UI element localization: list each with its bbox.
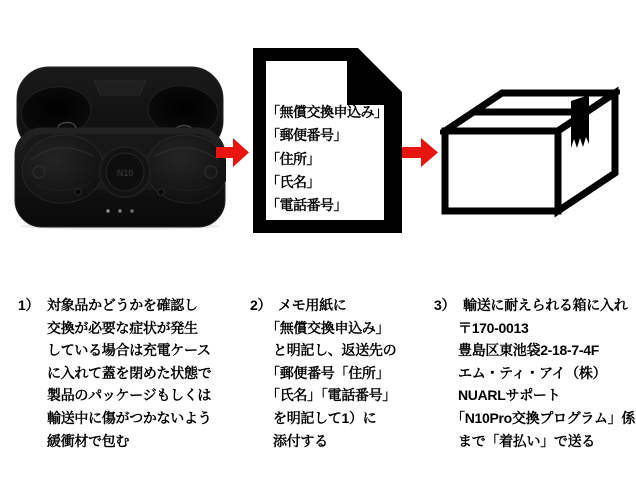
step-line: 製品のパッケージもしくは <box>47 387 212 404</box>
step-2 <box>250 294 435 452</box>
step-line: 豊島区東池袋2-18-7-4F <box>458 342 599 359</box>
case-screw-right <box>158 189 164 195</box>
memo-text-list <box>266 101 391 217</box>
arrow-right-icon <box>216 138 249 167</box>
step-1-number: 1） <box>18 297 40 313</box>
step-2-text <box>266 294 435 452</box>
step-1 <box>18 294 223 452</box>
step-line: 「無償交換申込み」 <box>266 319 390 336</box>
memo-line: 「電話番号」 <box>266 197 347 214</box>
case-logo-disc <box>100 147 150 197</box>
package-box-icon <box>440 80 620 220</box>
step-line: している場合は充電ケース <box>47 342 211 359</box>
step-3-text <box>451 294 636 452</box>
step-line: と明記し、返送先の <box>273 342 397 359</box>
led-dot-3 <box>130 209 133 212</box>
step-line: に入れて蓋を閉めた状態で <box>47 364 212 381</box>
step-line: を明記して1）に <box>273 409 377 426</box>
case-screw-left <box>75 189 81 195</box>
step-line: 「氏名」「電話番号」 <box>266 387 396 404</box>
arrow-right-shape <box>216 138 249 167</box>
step-line: 「郵便番号「住所」 <box>266 364 390 381</box>
step-line: 添付する <box>273 432 328 449</box>
step-line: 「N10Pro交換プログラム」係 <box>451 409 636 426</box>
step-line: 緩衝材で包む <box>47 432 130 449</box>
memo-line: 「氏名」 <box>266 173 320 190</box>
step-3-number: 3） <box>434 297 456 313</box>
earbuds-case-photo <box>14 62 226 230</box>
step-3 <box>434 294 636 452</box>
step-line: 交換が必要な症状が発生 <box>47 319 198 336</box>
led-dot-1 <box>106 209 109 212</box>
memo-line: 「郵便番号」 <box>266 127 347 144</box>
step-line: NUARLサポート <box>458 387 561 404</box>
step-line: まで「着払い」で送る <box>458 432 595 449</box>
lid-hinge-notch <box>94 81 146 95</box>
step-line: 輸送中に傷がつかないよう <box>47 409 212 426</box>
step-2-number: 2） <box>250 297 272 313</box>
step-line: 輸送に耐えられる箱に入れ <box>463 297 628 313</box>
box-front-face <box>445 131 558 211</box>
step-line: メモ用紙に <box>278 297 347 313</box>
step-line: 対象品かどうかを確認し <box>47 297 198 313</box>
memo-line: 「無償交換申込み」 <box>266 104 388 120</box>
step-line: 〒170-0013 <box>458 319 529 336</box>
case-logo-text: N10 <box>116 168 134 178</box>
led-dot-2 <box>118 209 121 212</box>
memo-line: 「住所」 <box>266 150 320 167</box>
arrow-right-shape <box>402 138 438 167</box>
arrow-right-icon <box>402 138 438 167</box>
step-line: エム・ティ・アイ（株） <box>458 364 607 381</box>
step-1-text <box>47 294 223 452</box>
